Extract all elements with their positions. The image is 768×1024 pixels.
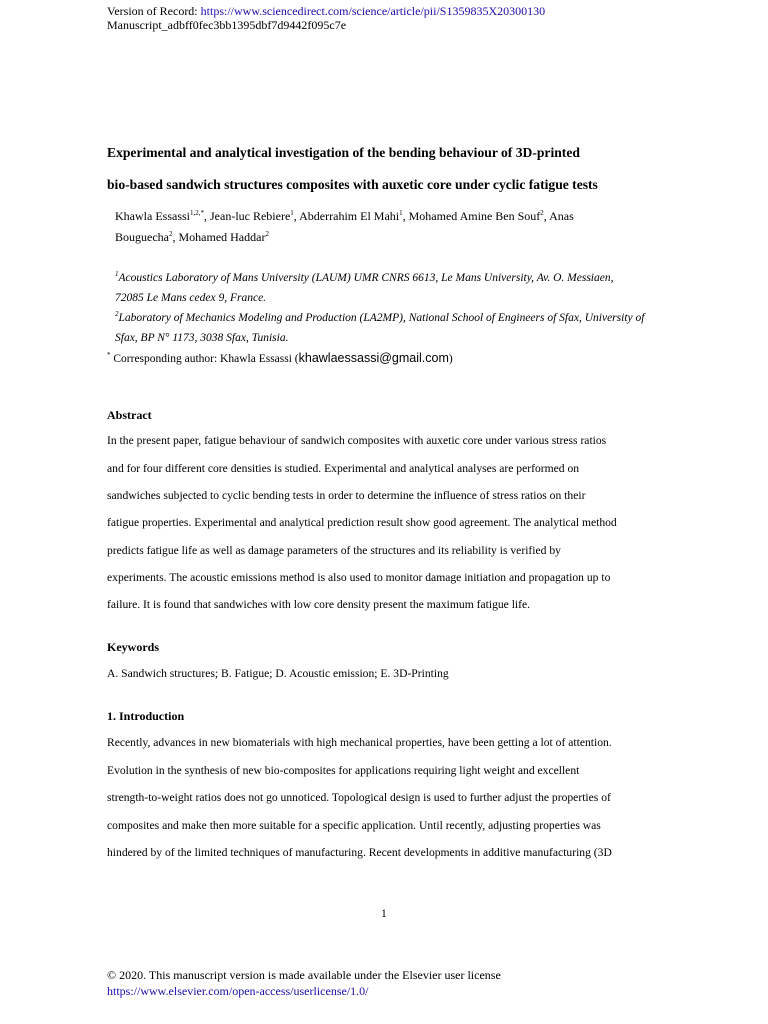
introduction-line: composites and make then more suitable for a specific application. Until recently, adjusting properties was bbox=[107, 819, 601, 832]
introduction-heading: 1. Introduction bbox=[107, 709, 185, 723]
corresponding-label: Corresponding author: Khawla Essassi ( bbox=[110, 353, 299, 365]
introduction-line: hindered by of the limited techniques of manufacturing. Recent developments in additive manufacturing (3D bbox=[107, 846, 612, 859]
introduction-line: Evolution in the synthesis of new bio-composites for applications requiring light weight and excellent bbox=[107, 764, 580, 777]
license-link[interactable]: https://www.elsevier.com/open-access/userlicense/1.0/ bbox=[107, 984, 369, 998]
keywords-text: A. Sandwich structures; B. Fatigue; D. Acoustic emission; E. 3D-Printing bbox=[107, 667, 449, 680]
author-name: Mohamed Amine Ben Souf bbox=[408, 209, 541, 223]
affiliation-text: Acoustics Laboratory of Mans University (LAUM) UMR CNRS 6613, Le Mans University, Av. O. Messiaen, 72085 Le Mans cedex 9, France. bbox=[115, 272, 614, 304]
version-of-record-link[interactable]: https://www.sciencedirect.com/science/article/pii/S1359835X20300130 bbox=[200, 4, 546, 18]
abstract-line: experiments. The acoustic emissions method is also used to monitor damage initiation and propagation up to bbox=[107, 571, 611, 584]
corresponding-close: ) bbox=[448, 353, 453, 365]
affiliation-mark: 2 bbox=[115, 310, 119, 319]
abstract-line: and for four different core densities is studied. Experimental and analytical analyses are performed on bbox=[107, 462, 580, 475]
license-notice: © 2020. This manuscript version is made available under the Elsevier user license bbox=[107, 968, 501, 982]
author-name: Khawla Essassi bbox=[115, 209, 190, 223]
introduction-line: Recently, advances in new biomaterials with high mechanical properties, have been getting a lot of attention. bbox=[107, 736, 612, 749]
license-link-row bbox=[107, 984, 368, 998]
corresponding-mark: * bbox=[107, 351, 111, 360]
introduction-line: strength-to-weight ratios does not go unnoticed. Topological design is used to further adjust the properties of bbox=[107, 791, 611, 804]
corresponding-author bbox=[107, 351, 453, 365]
abstract-line: In the present paper, fatigue behaviour of sandwich composites with auxetic core under various stress ratios bbox=[107, 434, 607, 447]
author-name: Jean-luc Rebiere bbox=[210, 209, 291, 223]
author-affiliation-mark: 1 bbox=[399, 209, 403, 217]
author-name: Mohamed Haddar bbox=[178, 230, 266, 244]
abstract-line: sandwiches subjected to cyclic bending tests in order to determine the influence of stress ratios on their bbox=[107, 489, 586, 502]
keywords-heading: Keywords bbox=[107, 640, 159, 654]
author-affiliation-mark: 2 bbox=[168, 230, 173, 238]
page-number: 1 bbox=[381, 908, 387, 920]
author-name: Anas Bouguecha bbox=[115, 209, 574, 244]
abstract-heading: Abstract bbox=[107, 408, 152, 422]
affiliation-text: Laboratory of Mechanics Modeling and Production (LA2MP), National School of Engineers of Sfax, University of Sfax, BP N° 1173, 3038 Sfax, Tunisia. bbox=[115, 312, 645, 344]
affiliation-mark: 1 bbox=[115, 270, 119, 279]
author-list: Khawla Essassi$^{1,2,*}$, Jean-luc Rebiere$^1$, Abderrahim El Mahi$^1$, Mohamed Amine Ben Souf$^2$, Anas Bouguecha$^2$, Mohamed Haddar$^2$ bbox=[115, 209, 574, 244]
affiliation-2 bbox=[115, 308, 645, 348]
author-affiliation-mark: 1,2,* bbox=[190, 209, 204, 217]
author-affiliation-mark: 2 bbox=[265, 230, 269, 238]
abstract-line: fatigue properties. Experimental and analytical prediction result show good agreement. The analytical method bbox=[107, 516, 617, 529]
manuscript-id: Manuscript_adbff0fec3bb1395dbf7d9442f095c7e bbox=[107, 18, 347, 32]
author-affiliation-mark: 2 bbox=[540, 209, 544, 217]
author-name: Abderrahim El Mahi bbox=[299, 209, 400, 223]
paper-title-line-2: bio-based sandwich structures composites with auxetic core under cyclic fatigue tests bbox=[107, 177, 598, 192]
abstract-line: failure. It is found that sandwiches with low core density present the maximum fatigue life. bbox=[107, 598, 531, 611]
version-of-record-label: Version of Record: bbox=[107, 4, 201, 18]
version-of-record bbox=[107, 4, 545, 18]
abstract-line: predicts fatigue life as well as damage parameters of the structures and its reliability is verified by bbox=[107, 544, 561, 557]
author-affiliation-mark: 1 bbox=[290, 209, 294, 217]
paper-title-line-1: Experimental and analytical investigation of the bending behaviour of 3D-printed bbox=[107, 145, 580, 160]
corresponding-email[interactable]: khawlaessassi@gmail.com bbox=[298, 351, 449, 365]
affiliation-1 bbox=[115, 268, 645, 308]
